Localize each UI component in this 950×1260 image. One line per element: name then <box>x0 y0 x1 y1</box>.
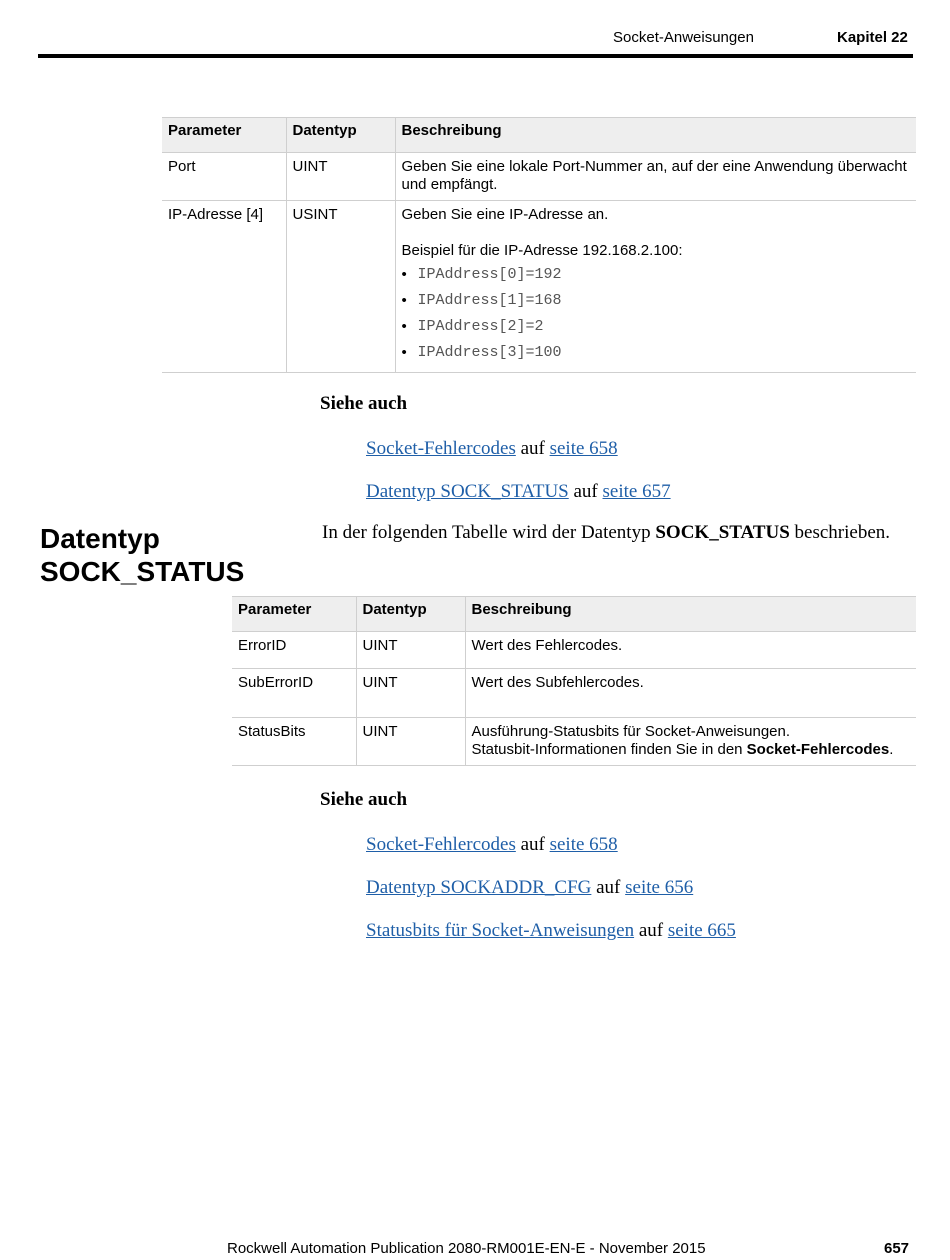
cell-parameter: StatusBits <box>232 718 356 766</box>
column-header-datatype: Datentyp <box>286 118 395 153</box>
cell-datatype: UINT <box>286 153 395 201</box>
column-header-description: Beschreibung <box>395 118 916 153</box>
table-header-row <box>232 597 916 632</box>
link-page-657[interactable]: seite 657 <box>602 481 671 502</box>
running-header-chapter: Kapitel 22 <box>837 29 908 46</box>
table-row <box>232 632 916 669</box>
link-connector: auf <box>596 877 621 898</box>
list-item: • IPAddress[2]=2 <box>418 314 911 340</box>
link-connector: auf <box>638 920 664 941</box>
cell-description: Wert des Subfehlercodes. <box>465 669 916 718</box>
link-connector: auf <box>520 438 545 459</box>
see-also-entry <box>366 920 736 942</box>
link-page-656[interactable]: seite 656 <box>625 877 694 898</box>
see-also-entry <box>366 834 618 856</box>
parameter-table-sock-status <box>232 596 916 766</box>
table-row <box>232 718 916 766</box>
table-header-row <box>162 118 916 153</box>
list-item: • IPAddress[0]=192 <box>418 262 911 288</box>
description-text: Geben Sie eine IP-Adresse an. <box>401 206 609 223</box>
description-text-2 <box>472 741 911 759</box>
table-row <box>232 669 916 718</box>
cell-description: Geben Sie eine lokale Port-Nummer an, auf der eine Anwendung überwacht und empfängt. <box>395 153 916 201</box>
section-title <box>40 522 244 588</box>
link-socket-fehlercodes[interactable]: Socket-Fehlercodes <box>366 438 516 459</box>
cell-parameter: ErrorID <box>232 632 356 669</box>
cell-parameter: SubErrorID <box>232 669 356 718</box>
section-intro <box>322 522 890 544</box>
page-number: 657 <box>884 1240 910 1257</box>
cell-description <box>395 201 916 373</box>
cell-description <box>465 718 916 766</box>
cell-description: Wert des Fehlercodes. <box>465 632 916 669</box>
table-row <box>162 201 916 373</box>
see-also-entry <box>366 481 671 503</box>
section-title-line1: Datentyp <box>40 523 160 554</box>
link-datentyp-sockaddr-cfg[interactable]: Datentyp SOCKADDR_CFG <box>366 877 592 898</box>
see-also-heading: Siehe auch <box>320 789 408 810</box>
cell-parameter: Port <box>162 153 286 201</box>
description-text-end: . <box>889 741 894 758</box>
link-socket-fehlercodes[interactable]: Socket-Fehlercodes <box>366 834 516 855</box>
description-text: Ausführung-Statusbits für Socket-Anweisungen. <box>471 723 791 740</box>
column-header-datatype: Datentyp <box>356 597 465 632</box>
cell-parameter: IP-Adresse [4] <box>162 201 286 373</box>
link-connector: auf <box>573 481 598 502</box>
intro-bold-term: SOCK_STATUS <box>655 522 790 543</box>
footer-publication: Rockwell Automation Publication 2080-RM001E-EN-E - November 2015 <box>227 1240 706 1257</box>
link-statusbits-socket-anweisungen[interactable]: Statusbits für Socket-Anweisungen <box>366 920 635 941</box>
header-rule <box>38 54 913 58</box>
description-bold-term: Socket-Fehlercodes <box>746 741 890 758</box>
link-page-665[interactable]: seite 665 <box>667 920 736 941</box>
cell-datatype: USINT <box>286 201 395 373</box>
intro-text-end: beschrieben. <box>789 522 891 543</box>
example-intro: Beispiel für die IP-Adresse 192.168.2.100: <box>401 242 683 259</box>
table-row <box>162 153 916 201</box>
column-header-parameter: Parameter <box>232 597 356 632</box>
parameter-table-socket <box>162 117 916 373</box>
see-also-heading: Siehe auch <box>320 393 408 414</box>
link-page-658[interactable]: seite 658 <box>549 438 618 459</box>
column-header-parameter: Parameter <box>162 118 286 153</box>
list-item: • IPAddress[1]=168 <box>418 288 911 314</box>
running-header-section: Socket-Anweisungen <box>613 29 754 46</box>
cell-datatype: UINT <box>356 718 465 766</box>
intro-text: In der folgenden Tabelle wird der Datentyp <box>322 522 656 543</box>
section-title-line2: SOCK_STATUS <box>40 556 245 587</box>
link-datentyp-sock-status[interactable]: Datentyp SOCK_STATUS <box>366 481 569 502</box>
see-also-entry <box>366 877 693 899</box>
list-item: • IPAddress[3]=100 <box>418 340 911 366</box>
cell-datatype: UINT <box>356 669 465 718</box>
link-page-658[interactable]: seite 658 <box>549 834 618 855</box>
description-text-part: Statusbit-Informationen finden Sie in den <box>471 741 747 758</box>
cell-datatype: UINT <box>356 632 465 669</box>
column-header-description: Beschreibung <box>465 597 916 632</box>
see-also-entry <box>366 438 618 460</box>
ip-example-list <box>402 262 911 366</box>
link-connector: auf <box>520 834 545 855</box>
